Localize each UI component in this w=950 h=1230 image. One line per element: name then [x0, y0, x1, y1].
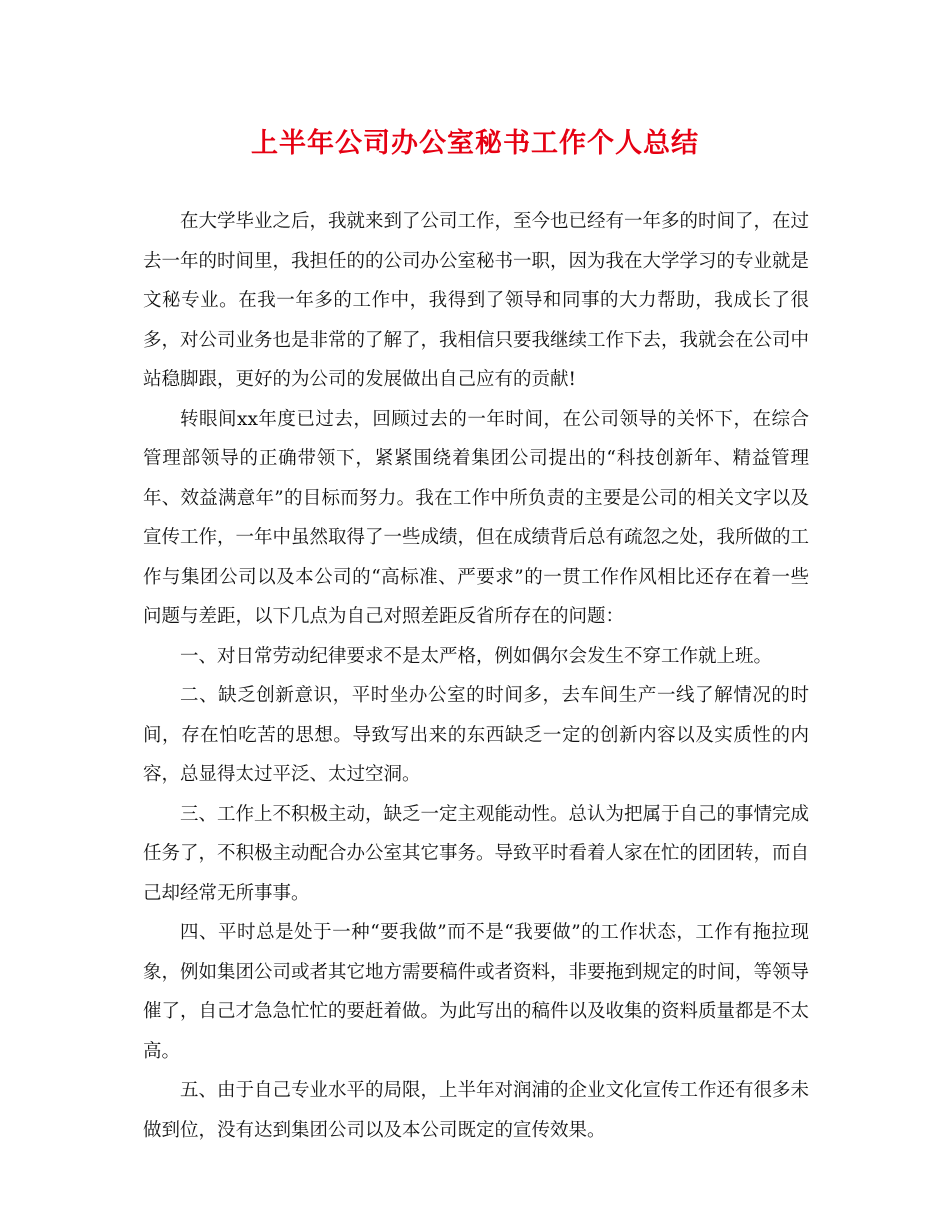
- document-body: [143, 202, 809, 1150]
- paragraph-issue-3: 三、工作上不积极主动，缺乏一定主观能动性。总认为把属于自己的事情完成任务了，不积极主动配合办公室其它事务。导致平时看着人家在忙的团团转，而自己却经常无所事事。: [143, 803, 810, 904]
- paragraph-intro: 在大学毕业之后，我就来到了公司工作，至今也已经有一年多的时间了，在过去一年的时间里，我担任的的公司办公室秘书一职，因为我在大学学习的专业就是文秘专业。在我一年多的工作中，我得到了领导和同事的大力帮助，我成长了很多，对公司业务也是非常的了解了，我相信只要我继续工作下去，我就会在公司中站稳脚跟，更好的为公司的发展做出自己应有的贡献!: [143, 211, 810, 390]
- paragraph-issue-2: 二、缺乏创新意识，平时坐办公室的时间多，去车间生产一线了解情况的时间，存在怕吃苦的思想。导致写出来的东西缺乏一定的创新内容以及实质性的内容，总显得太过平泛、太过空洞。: [143, 685, 809, 785]
- paragraph-review: 转眼间xx年度已过去，回顾过去的一年时间，在公司领导的关怀下，在综合管理部领导的正确带领下，紧紧围绕着集团公司提出的“科技创新年、精益管理年、效益满意年”的目标而努力。我在工作中所负责的主要是公司的相关文字以及宣传工作，一年中虽然取得了一些成绩，但在成绩背后总有疏忽之处，我所做的工作与集团公司以及本公司的“高标准、严要求”的一贯工作作风相比还存在着一些问题与差距，以下几点为自己对照差距反省所存在的问题：: [143, 408, 810, 627]
- page-title: 上半年公司办公室秘书工作个人总结: [251, 128, 699, 159]
- paragraph-issue-1: 一、对日常劳动纪律要求不是太严格，例如偶尔会发生不穿工作就上班。: [180, 645, 773, 667]
- paragraph-issue-4: 四、平时总是处于一种“要我做”而不是“我要做”的工作状态，工作有拖拉现象，例如集团公司或者其它地方需要稿件或者资料，非要拖到规定的时间，等领导催了，自己才急急忙忙的要赶着做。为此写出的稿件以及收集的资料质量都是不太高。: [143, 922, 810, 1062]
- paragraph-issue-5: 五、由于自己专业水平的局限，上半年对润浦的企业文化宣传工作还有很多未做到位，没有达到集团公司以及本公司既定的宣传效果。: [143, 1080, 810, 1141]
